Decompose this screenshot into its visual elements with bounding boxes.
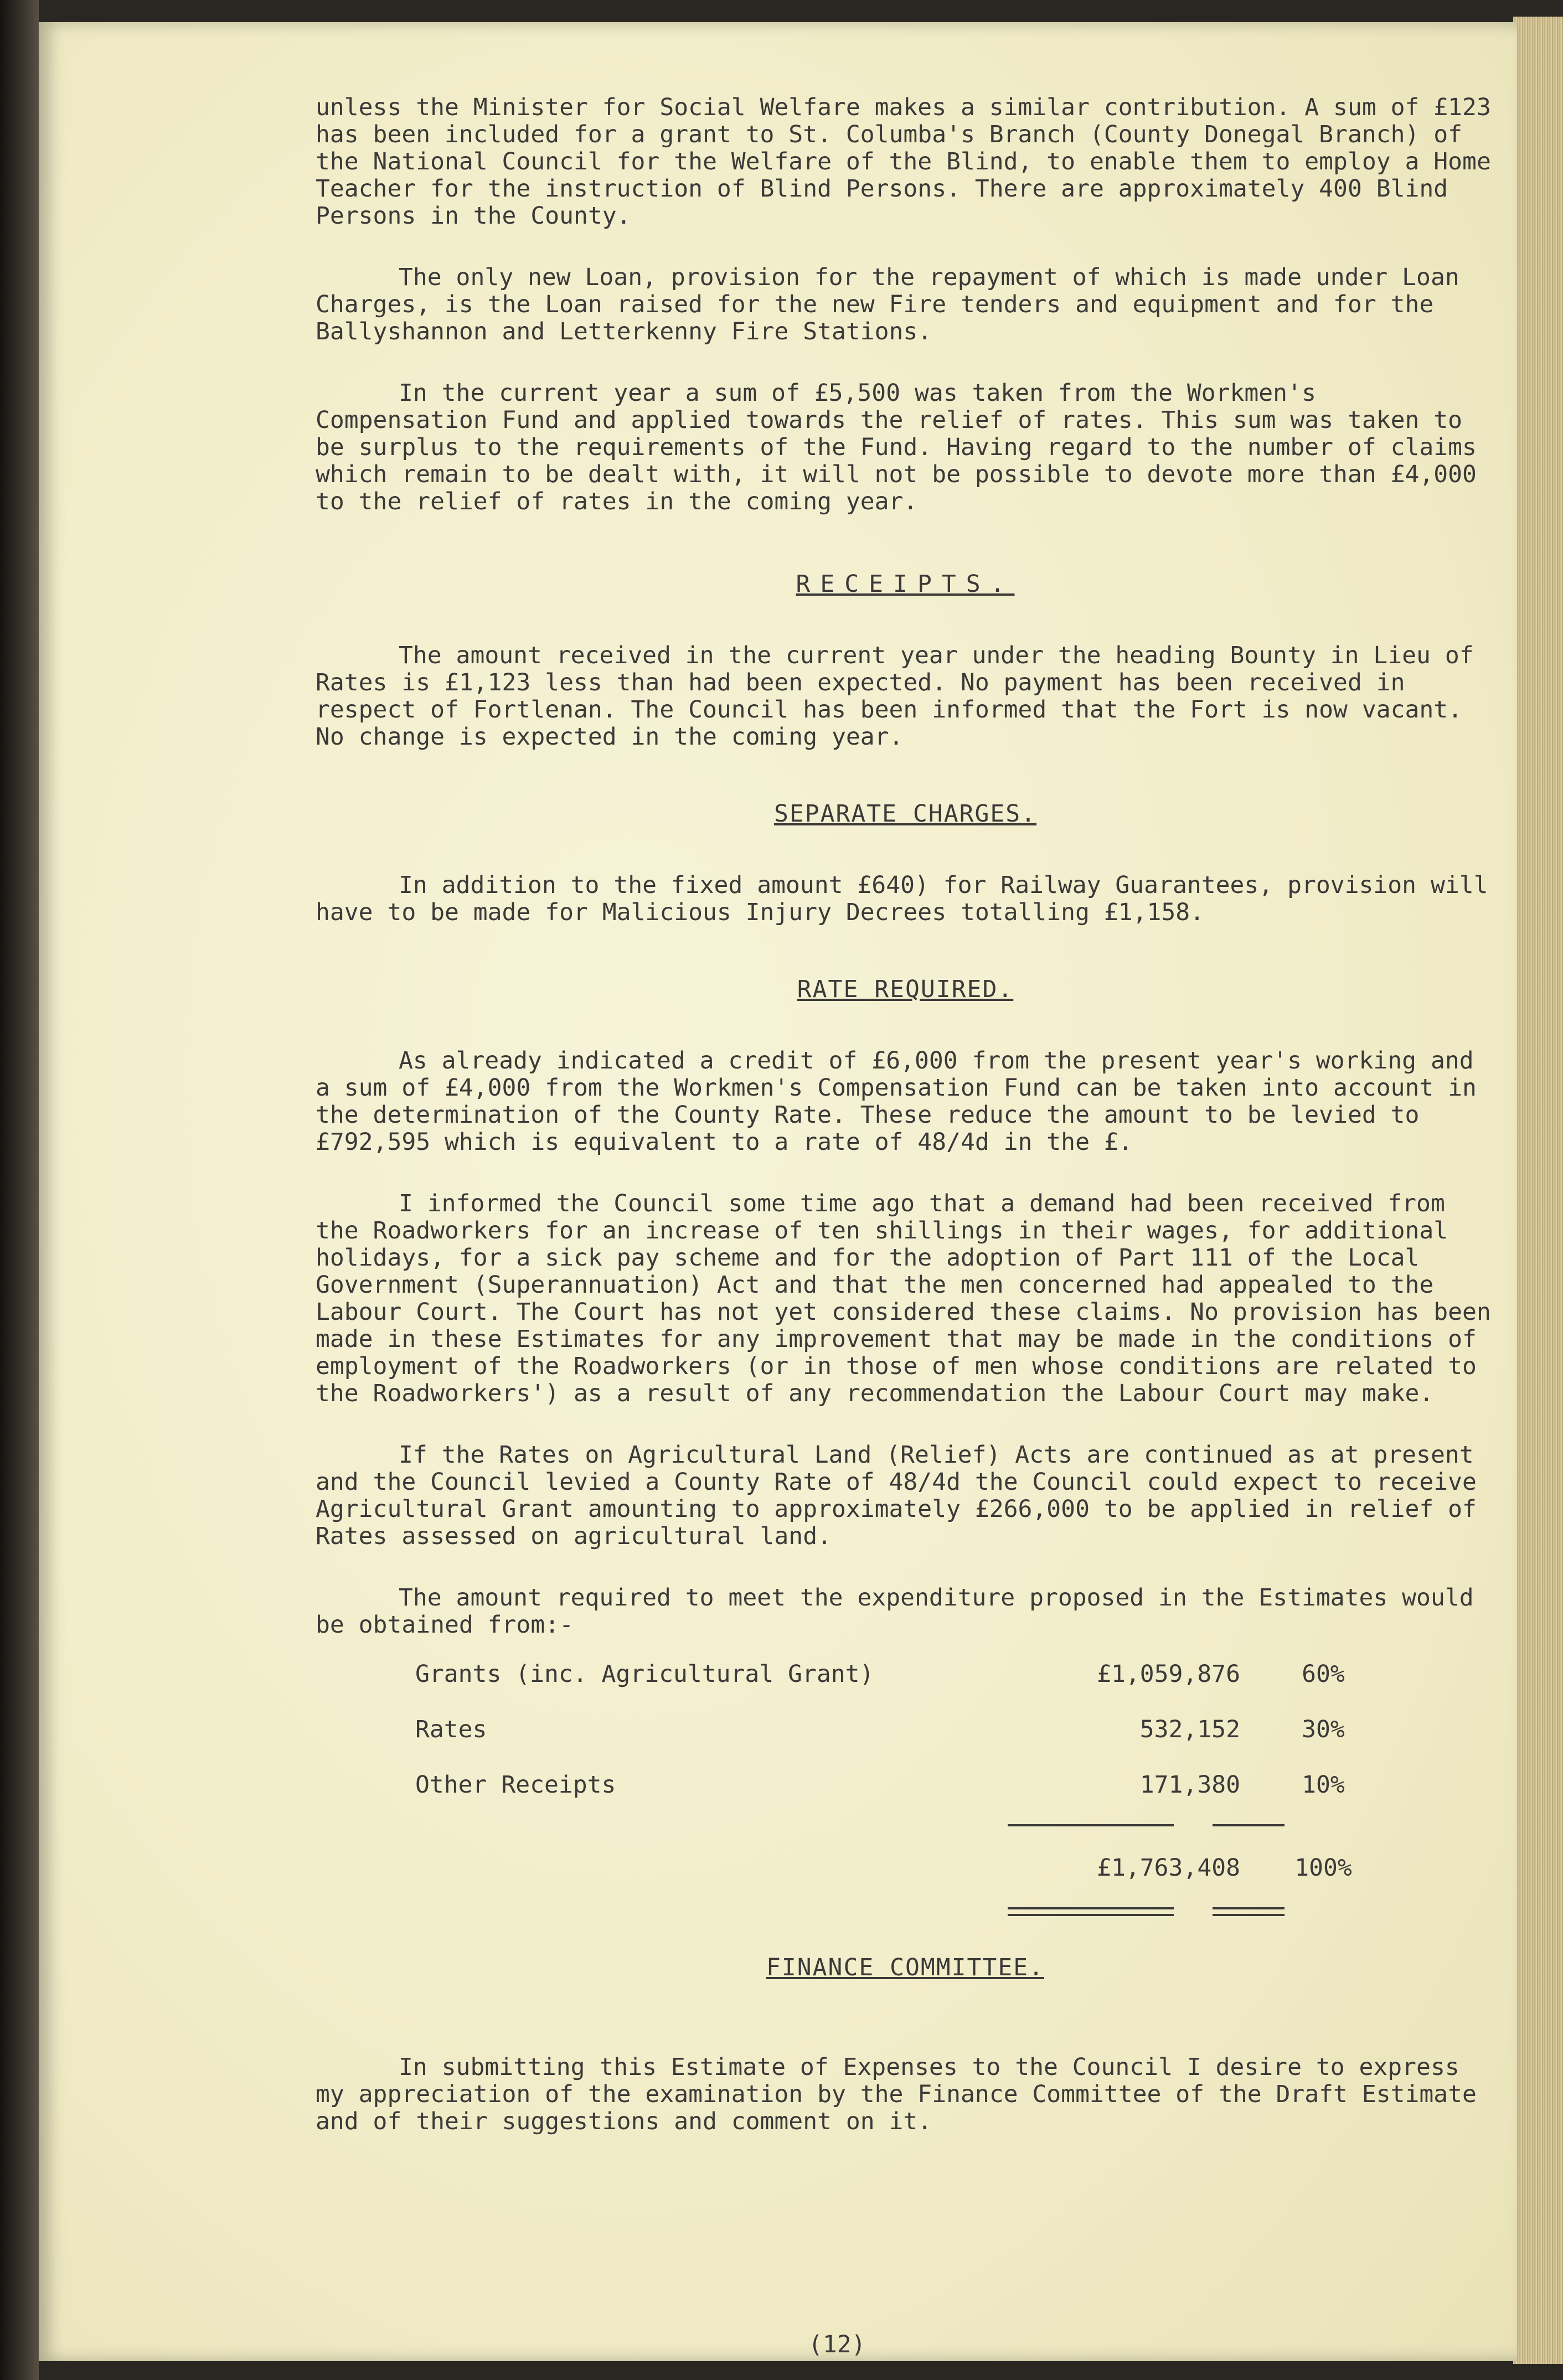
row-percentage: 10% [1302, 1771, 1345, 1799]
row-label: Other Receipts [415, 1771, 616, 1799]
paragraph-credit: As already indicated a credit of £6,000 from the present year's working and a sum of £4,000 from the Workmen's Compensation Fund can be taken into account in the determination of the County Rate. These reduce the amount to be levied to £792,595 which is equivalent to a rate of 48/4d in the £. [316, 1047, 1477, 1156]
row-label: Grants (inc. Agricultural Grant) [415, 1660, 874, 1688]
pct-double-rule-bottom [1213, 1914, 1285, 1916]
heading-rate-required: RATE REQUIRED. [797, 975, 1014, 1003]
paragraph-railway-guarantees: In addition to the fixed amount £640) for Railway Guarantees, provision will have to be made for Malicious Injury Decrees totalling £1,158. [316, 871, 1488, 926]
page-number: (12) [808, 2331, 866, 2358]
row-label: Rates [415, 1716, 487, 1743]
total-double-rule-bottom [1008, 1914, 1174, 1916]
paragraph-new-loan: The only new Loan, provision for the repayment of which is made under Loan Charges, is the Loan raised for the new Fire tenders and equipment and for the Ballyshannon and Letterkenny Fire Stations. [316, 264, 1459, 345]
page-content [316, 94, 1495, 2170]
paragraph-finance-committee: In submitting this Estimate of Expenses to the Council I desire to express my appreciation of the examination by the Finance Committee of the Draft Estimate and of their suggestions and comment on it. [316, 2053, 1477, 2135]
paragraph-agricultural-grant: If the Rates on Agricultural Land (Relief) Acts are continued as at present and the Council levied a County Rate of 48/4d the Council could expect to receive Agricultural Grant amounting to approximately £266,000 to be applied in relief of Rates assessed on agricultural land. [316, 1441, 1477, 1550]
row-amount: 171,380 [1139, 1771, 1240, 1799]
document-page [39, 22, 1517, 2361]
heading-receipts: RECEIPTS. [796, 570, 1015, 598]
page-edges [1513, 17, 1563, 2364]
heading-separate-charges: SEPARATE CHARGES. [773, 800, 1037, 828]
total-double-rule-top [1008, 1907, 1174, 1909]
row-amount: £1,059,876 [1097, 1660, 1240, 1688]
table-total-row [316, 1855, 1495, 1888]
subtotal-rule-amount [1008, 1824, 1174, 1826]
book-binding [0, 0, 39, 2380]
total-amount: £1,763,408 [1097, 1854, 1240, 1882]
row-percentage: 60% [1302, 1660, 1345, 1688]
pct-double-rule-top [1213, 1907, 1285, 1909]
subtotal-rule-percentage [1213, 1824, 1285, 1826]
row-percentage: 30% [1302, 1716, 1345, 1743]
funding-table [316, 1661, 1495, 2015]
paragraph-roadworkers: I informed the Council some time ago that a demand had been received from the Roadworkers for an increase of ten shillings in their wages, for additional holidays, for a sick pay scheme and for the adoption of Part 111 of the Local Government (Superannuation) Act and that the men concerned had appealed to the Labour Court. The Court has not yet considered these claims. No provision has been made in these Estimates for any improvement that may be made in the conditions of employment of the Roadworkers (or in those of men whose conditions are related to the Roadworkers') as a result of any recommendation the Labour Court may make. [316, 1190, 1491, 1407]
row-amount: 532,152 [1139, 1716, 1240, 1743]
paragraph-amount-required: The amount required to meet the expenditure proposed in the Estimates would be obtained from:- [316, 1584, 1474, 1639]
paragraph-bounty: The amount received in the current year under the heading Bounty in Lieu of Rates is £1,123 less than had been expected. No payment has been received in respect of Fortlenan. The Council has been informed that the Fort is now vacant. No change is expected in the coming year. [316, 642, 1474, 751]
table-row [316, 1716, 1495, 1749]
heading-finance-committee: FINANCE COMMITTEE. [766, 1954, 1044, 1981]
paragraph-blind-welfare: unless the Minister for Social Welfare makes a similar contribution. A sum of £123 has been included for a grant to St. Columba's Branch (County Donegal Branch) of the National Council for the Welfare of the Blind, to enable them to employ a Home Teacher for the instruction of Blind Persons. There are approximately 400 Blind Persons in the County. [316, 94, 1491, 230]
paragraph-workmens-compensation: In the current year a sum of £5,500 was taken from the Workmen's Compensation Fund and applied towards the relief of rates. This sum was taken to be surplus to the requirements of the Fund. Having regard to the number of claims which remain to be dealt with, it will not be possible to devote more than £4,000 to the relief of rates in the coming year. [316, 379, 1477, 515]
table-row [316, 1661, 1495, 1694]
total-percentage: 100% [1294, 1854, 1352, 1882]
table-row [316, 1772, 1495, 1805]
